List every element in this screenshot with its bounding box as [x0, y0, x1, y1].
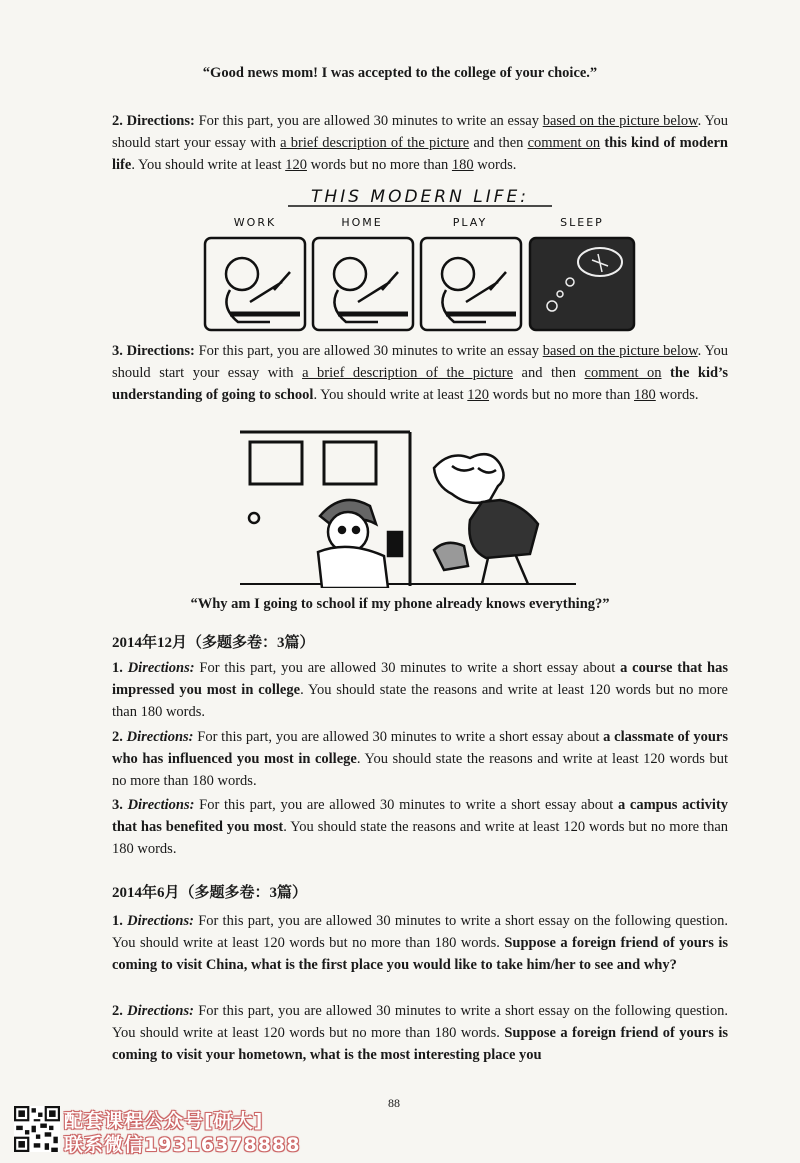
q3-max-words: 180: [634, 387, 656, 403]
item-label: Directions:: [126, 729, 194, 745]
item-number: 3.: [112, 797, 123, 813]
q2-text: words but no more than: [306, 157, 452, 173]
q3-text: For this part, you are allowed 30 minutes to write an essay: [194, 343, 543, 359]
q3-underline-2: a brief description of the picture: [302, 365, 514, 381]
item-text: For this part, you are allowed 30 minutes to write a short essay about: [194, 660, 621, 676]
q3-number: 3.: [112, 343, 123, 359]
q2-text: and then: [469, 135, 528, 151]
q3-underline-3: comment on: [584, 365, 662, 381]
item-label: Directions:: [127, 1003, 194, 1019]
panel-label-home: HOME: [341, 216, 383, 229]
panel-sleep: [530, 238, 634, 330]
top-quote: “Good news mom! I was accepted to the college of your choice.”: [202, 65, 598, 81]
panel-label-sleep: SLEEP: [560, 216, 604, 229]
cartoon-this-modern-life: [200, 182, 640, 334]
qr-code-icon: [14, 1106, 60, 1152]
section-heading-2014-jun: 2014年6月（多题多卷：3篇）: [112, 885, 308, 901]
q2-label: Directions:: [126, 113, 195, 129]
item-topic: a classmate of yours who has influenced you most in college: [112, 729, 728, 767]
jun-item-2: [112, 1000, 728, 1066]
item-label: Directions:: [127, 913, 194, 929]
q3-topic: the kid’s understanding of going to school: [112, 365, 728, 403]
item-label: Directions:: [127, 797, 195, 813]
item-topic: a course that has impressed you most in college: [112, 660, 728, 698]
item-text: For this part, you are allowed 30 minutes to write a short essay about: [194, 797, 618, 813]
q2-topic: this kind of modern life: [112, 135, 728, 173]
item-number: 2.: [112, 1003, 123, 1019]
item-label: Directions:: [127, 660, 195, 676]
q2-number: 2.: [112, 113, 123, 129]
item-topic: a campus activity that has benefited you most: [112, 797, 729, 835]
q3-text: and then: [513, 365, 585, 381]
item-text: For this part, you are allowed 30 minutes to write a short essay on the following question. You should write at least 120 words but no more than 180 words.: [112, 1003, 729, 1041]
item-text: . You should state the reasons and write at least 120 words but no more than 180 words.: [112, 682, 728, 720]
q2-text: For this part, you are allowed 30 minutes to write an essay: [194, 113, 543, 129]
q2-underline-3: comment on: [527, 135, 601, 151]
section-heading-2014-dec: 2014年12月（多题多卷：3篇）: [112, 635, 315, 651]
dec-item-1: [112, 657, 728, 723]
panel-play: [421, 238, 521, 330]
question-3: [112, 340, 728, 406]
q2-min-words: 120: [285, 157, 307, 173]
item-topic: Suppose a foreign friend of yours is coming to visit China, what is the first place you would like to take him/her to see and why?: [112, 935, 728, 973]
item-text: . You should state the reasons and write at least 120 words but no more than 180 words.: [112, 751, 728, 789]
q3-min-words: 120: [467, 387, 490, 403]
q3-text: words.: [655, 387, 699, 403]
q3-label: Directions:: [126, 343, 195, 359]
q2-text: words.: [473, 157, 517, 173]
page-number: 88: [388, 1096, 400, 1110]
q2-text: . You should start your essay with: [112, 113, 729, 151]
item-number: 1.: [112, 913, 123, 929]
q3-text: words but no more than: [489, 387, 635, 403]
q3-underline-1: based on the picture below: [542, 343, 698, 359]
item-number: 2.: [112, 729, 123, 745]
cartoon2-caption: “Why am I going to school if my phone already knows everything?”: [190, 596, 610, 612]
q2-underline-1: based on the picture below: [542, 113, 698, 129]
item-text: For this part, you are allowed 30 minutes to write a short essay about: [193, 729, 604, 745]
panel-label-play: PLAY: [452, 216, 488, 229]
q2-text: . You should write at least: [131, 157, 286, 173]
dec-item-3: [112, 794, 728, 860]
item-text: For this part, you are allowed 30 minutes to write a short essay on the following question. You should write at least 120 words but no more than 180 words.: [112, 913, 729, 951]
panel-work: [205, 238, 305, 330]
question-2: [112, 110, 728, 176]
item-text: . You should state the reasons and write at least 120 words but no more than 180 words.: [112, 819, 729, 857]
item-topic: Suppose a foreign friend of yours is coming to visit your hometown, what is the most interesting place you: [112, 1025, 728, 1063]
jun-item-1: [112, 910, 728, 976]
q3-text: . You should write at least: [313, 387, 468, 403]
panel-home: [313, 238, 413, 330]
item-number: 1.: [112, 660, 123, 676]
dec-item-2: [112, 726, 728, 792]
q3-text: . You should start your essay with: [112, 343, 729, 381]
q2-max-words: 180: [451, 157, 474, 173]
q2-underline-2: a brief description of the picture: [280, 135, 470, 151]
cartoon1-title: THIS MODERN LIFE:: [311, 187, 529, 207]
promo-line-1: 配套课程公众号[研大]: [64, 1110, 264, 1132]
panel-label-work: WORK: [233, 216, 277, 229]
promo-line-2: 联系微信19316378888: [64, 1134, 301, 1156]
cartoon-kid-with-phone: [238, 428, 578, 588]
